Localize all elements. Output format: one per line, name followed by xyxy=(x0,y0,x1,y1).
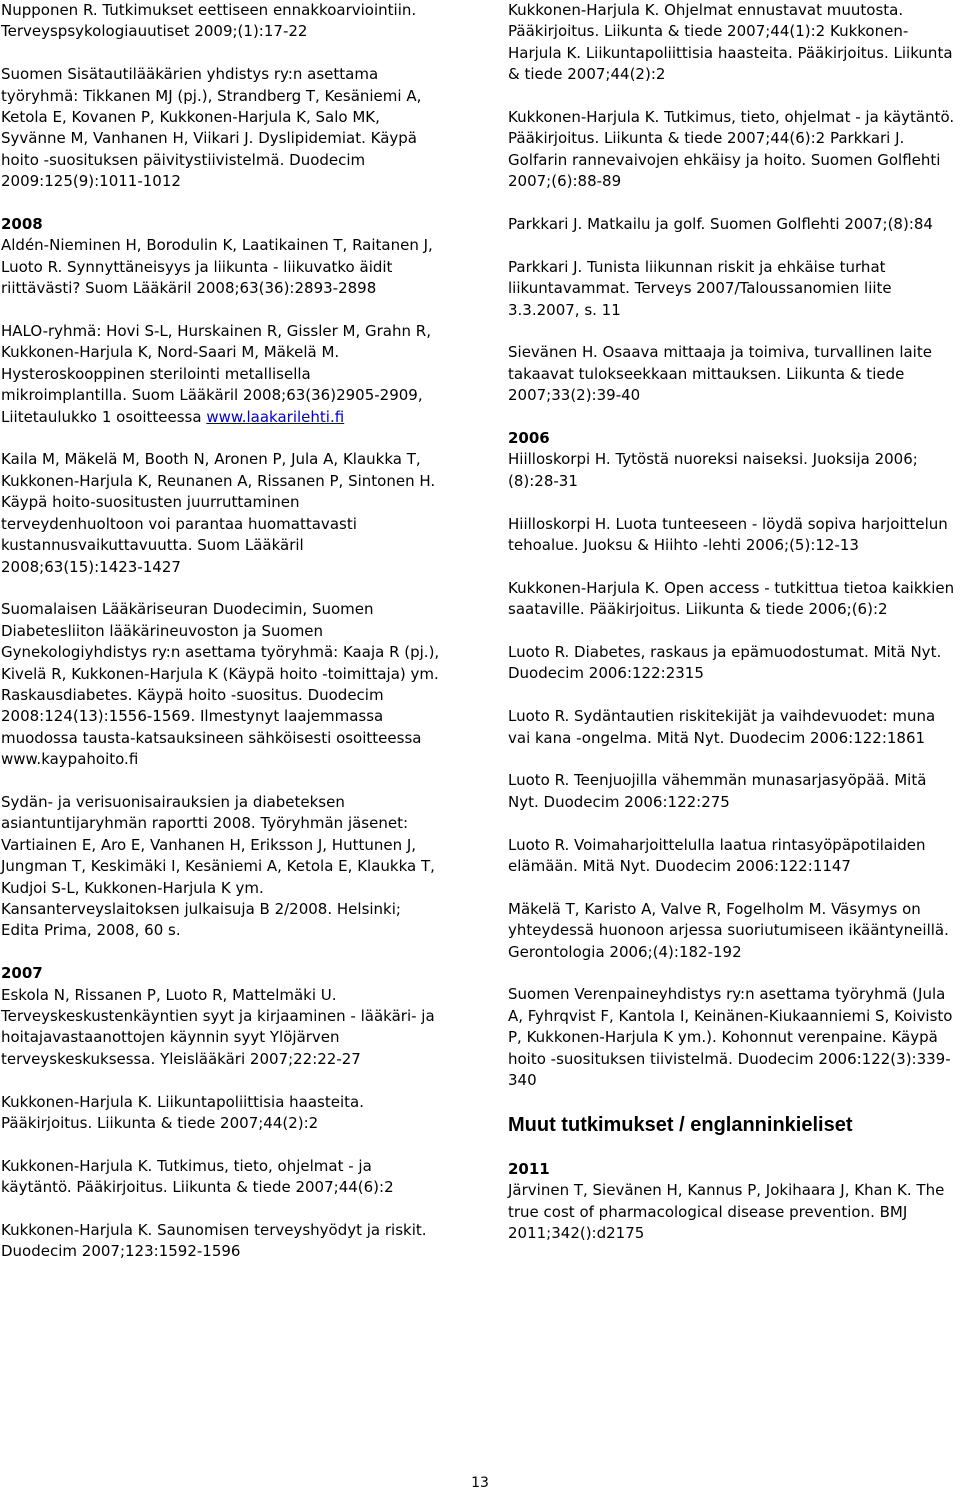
reference-entry: Kukkonen-Harjula K. Saunomisen terveyshyödyt ja riskit. Duodecim 2007;123:1592-1596 xyxy=(1,1221,427,1261)
reference-entry: Kukkonen-Harjula K. Tutkimus, tieto, ohjelmat - ja käytäntö. Pääkirjoitus. Liikunta & tiede 2007;44(6):2 Parkkari J. Golfarin rannevaivojen ehkäisy ja hoito. Suomen Golflehti 2007;(6):88-89 xyxy=(508,108,955,191)
reference-entry: Hiilloskorpi H. Luota tunteeseen - löydä sopiva harjoittelun tehoalue. Juoksu & Hiihto -lehti 2006;(5):12-13 xyxy=(508,514,948,555)
reference-entry: Kukkonen-Harjula K. Liikuntapoliittisia haasteita. Pääkirjoitus. Liikunta & tiede 2007;44(2):2 xyxy=(1,1092,364,1132)
reference-entry: Järvinen T, Sievänen H, Kannus P, Jokihaara J, Khan K. The true cost of pharmacological disease prevention. BMJ 2011;342():d2175 xyxy=(508,1181,945,1243)
reference-entry: Luoto R. Sydäntautien riskitekijät ja vaihdevuodet: muna vai kana -ongelma. Mitä Nyt. Duodecim 2006:122:1861 xyxy=(508,707,936,747)
year-heading-2006: 2006 xyxy=(508,429,550,448)
reference-entry: Sydän- ja verisuonisairauksien ja diabeteksen asiantuntijaryhmän raportti 2008. Työryhmän jäsenet: Vartiainen E, Aro E, Vanhanen H, Eriksson J, Huttunen J, Jungman T, Keskimäki I, Kesäniemi A, Ketola E, Klaukka T, Kudjoi S-L, Kukkonen-Harjula K ym. Kansanterveyslaitoksen julkaisuja B 2/2008. Helsinki; Edita Prima, 2008, 60 s. xyxy=(1,792,435,940)
reference-entry: Luoto R. Teenjuojilla vähemmän munasarjasyöpää. Mitä Nyt. Duodecim 2006:122:275 xyxy=(508,771,927,811)
reference-entry: Kukkonen-Harjula K. Ohjelmat ennustavat muutosta. Pääkirjoitus. Liikunta & tiede 2007;44(1):2 Kukkonen-Harjula K. Liikuntapoliittisia haasteita. Pääkirjoitus. Liikunta & tiede 2007;44(2):2 xyxy=(508,1,953,84)
reference-entry xyxy=(1,321,441,428)
reference-entry: Suomalaisen Lääkäriseuran Duodecimin, Suomen Diabetesliiton lääkärineuvoston ja Suomen Gynekologiyhdistys ry:n asettama työryhmä: Kaaja R (pj.), Kivelä R, Kukkonen-Harjula K (Käypä hoito -toimittaja) ym. Raskausdiabetes. Käypä hoito -suositus. Duodecim 2008:124(13):1556-1569. Ilmestynyt laajemmassa muodossa tausta-katsauksineen sähköisesti osoitteessa www.kaypahoito.fi xyxy=(1,600,440,769)
reference-entry: Kaila M, Mäkelä M, Booth N, Aronen P, Jula A, Klaukka T, Kukkonen-Harjula K, Reunanen A, Rissanen P, Sintonen H. Käypä hoito-suositusten juurruttaminen terveydenhuoltoon voi parantaa huomattavasti kustannusvaikuttavuutta. Suom Lääkäril 2008;63(15):1423-1427 xyxy=(1,450,436,576)
reference-entry: Parkkari J. Matkailu ja golf. Suomen Golflehti 2007;(8):84 xyxy=(508,215,933,234)
laakarilehti-link[interactable]: www.laakarilehti.fi xyxy=(206,407,345,426)
reference-entry: Sievänen H. Osaava mittaaja ja toimiva, turvallinen laite takaavat tulokseekkaan mittauksen. Liikunta & tiede 2007;33(2):39-40 xyxy=(508,343,932,405)
reference-entry: Nupponen R. Tutkimukset eettiseen ennakkoarviointiin. Terveyspsykologiauutiset 2009;(1):17-22 xyxy=(1,1,417,41)
right-column xyxy=(508,0,960,1266)
page-number: 13 xyxy=(471,1475,489,1491)
reference-entry: Mäkelä T, Karisto A, Valve R, Fogelholm M. Väsymys on yhteydessä huonoon arjessa suoriutumiseen ikääntyneillä. Gerontologia 2006;(4):182-192 xyxy=(508,899,949,961)
reference-entry: Kukkonen-Harjula K. Tutkimus, tieto, ohjelmat - ja käytäntö. Pääkirjoitus. Liikunta & tiede 2007;44(6):2 xyxy=(1,1156,394,1197)
reference-entry: Eskola N, Rissanen P, Luoto R, Mattelmäki U. Terveyskeskustenkäyntien syyt ja kirjaaminen - lääkäri- ja hoitajavastaanottojen käynnin syyt Ylöjärven terveyskeskuksessa. Yleislääkäri 2007;22:22-27 xyxy=(1,985,435,1068)
section-heading: Muut tutkimukset / englanninkieliset xyxy=(508,1113,853,1136)
reference-entry: Hiilloskorpi H. Tytöstä nuoreksi naiseksi. Juoksija 2006;(8):28-31 xyxy=(508,450,918,490)
reference-entry: Suomen Sisätautilääkärien yhdistys ry:n asettama työryhmä: Tikkanen MJ (pj.), Strandberg T, Kesäniemi A, Ketola E, Kovanen P, Kukkonen-Harjula K, Salo MK, Syvänne M, Vanhanen H, Viikari J. Dyslipidemiat. Käypä hoito -suosituksen päivitystiivistelmä. Duodecim 2009:125(9):1011-1012 xyxy=(1,65,422,191)
reference-text: HALO-ryhmä: Hovi S-L, Hurskainen R, Gissler M, Grahn R, Kukkonen-Harjula K, Nord-Saari M, Mäkelä M. Hysteroskooppinen sterilointi metallisella mikroimplantilla. Suom Lääkäril 2008;63(36)2905-2909, Liitetaulukko 1 osoitteessa xyxy=(1,322,431,426)
reference-entry: Parkkari J. Tunista liikunnan riskit ja ehkäise turhat liikuntavammat. Terveys 2007/Taloussanomien liite 3.3.2007, s. 11 xyxy=(508,257,892,319)
reference-entry: Aldén-Nieminen H, Borodulin K, Laatikainen T, Raitanen J, Luoto R. Synnyttäneisyys ja liikunta - liikuvatko äidit riittävästi? Suom Lääkäril 2008;63(36):2893-2898 xyxy=(1,236,433,298)
year-heading-2007: 2007 xyxy=(1,964,43,983)
reference-entry: Suomen Verenpaineyhdistys ry:n asettama työryhmä (Jula A, Fyhrqvist F, Kantola I, Keinänen-Kiukaanniemi S, Koivisto P, Kukkonen-Harjula K ym.). Kohonnut verenpaine. Käypä hoito -suosituksen tiivistelmä. Duodecim 2006:122(3):339-340 xyxy=(508,985,953,1090)
year-heading-2008: 2008 xyxy=(1,215,43,234)
reference-entry: Kukkonen-Harjula K. Open access - tutkittua tietoa kaikkien saataville. Pääkirjoitus. Liikunta & tiede 2006;(6):2 xyxy=(508,578,955,619)
left-column xyxy=(1,0,441,1284)
reference-entry: Luoto R. Diabetes, raskaus ja epämuodostumat. Mitä Nyt. Duodecim 2006:122:2315 xyxy=(508,643,942,683)
year-heading-2011: 2011 xyxy=(508,1159,550,1178)
reference-entry: Luoto R. Voimaharjoittelulla laatua rintasyöpäpotilaiden elämään. Mitä Nyt. Duodecim 2006:122:1147 xyxy=(508,835,926,876)
